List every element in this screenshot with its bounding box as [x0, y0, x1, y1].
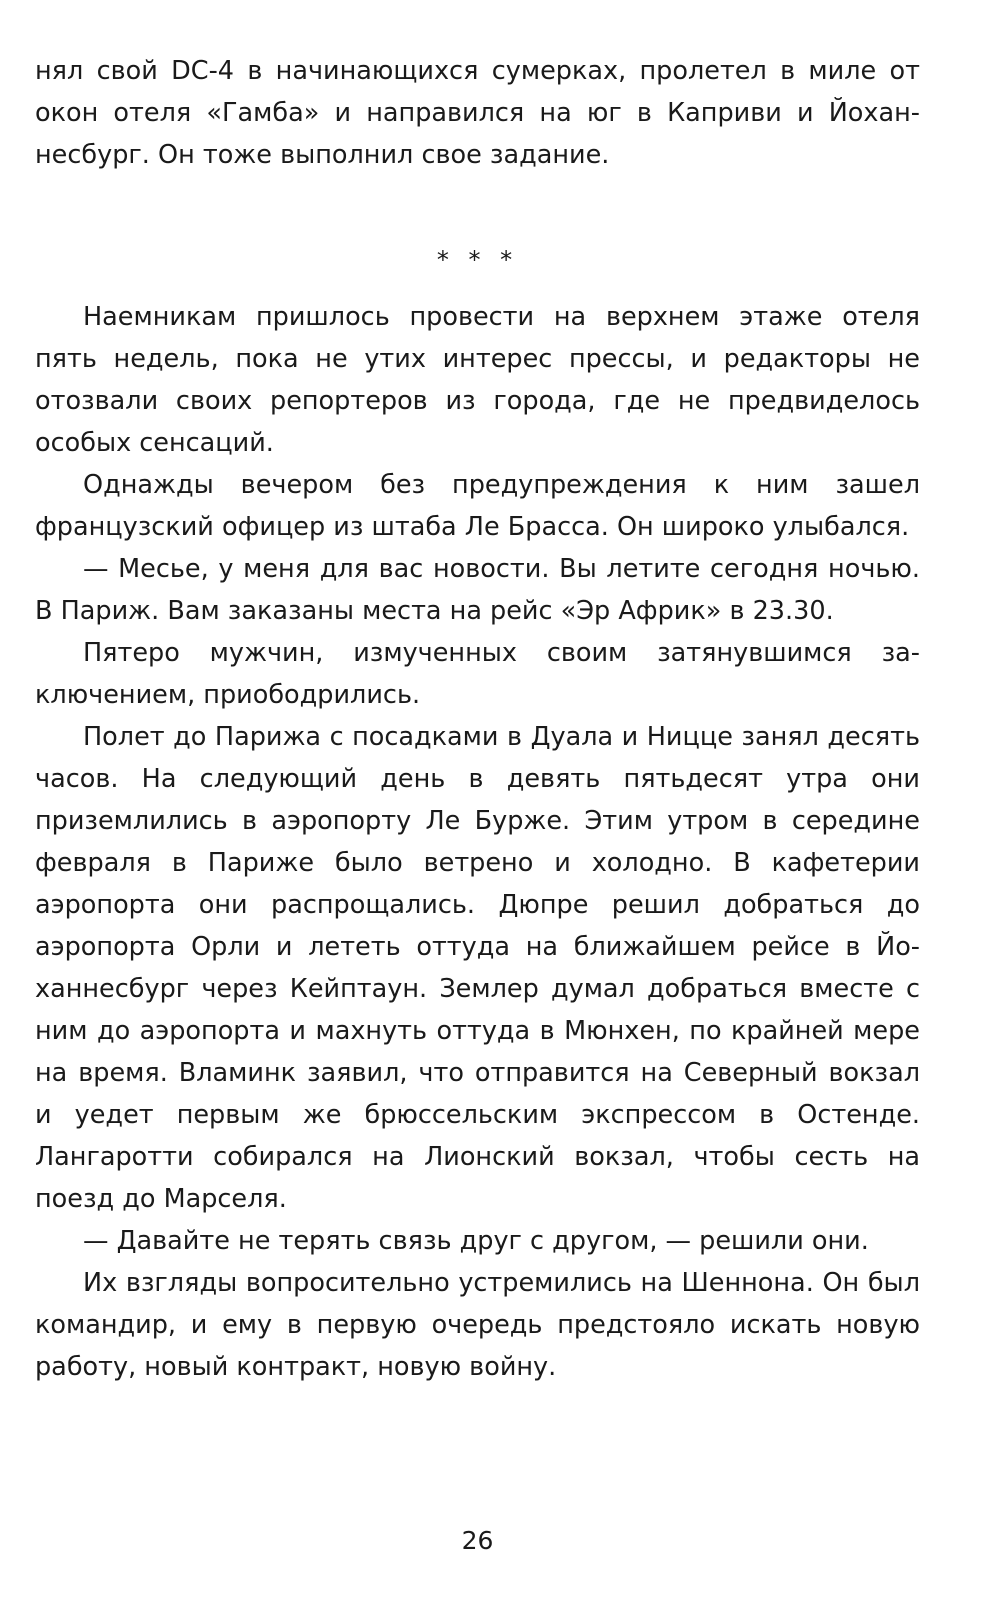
paragraph-3: — Месье, у меня для вас новости. Вы летите сегодня ночью. В Париж. Вам заказаны места на рейс «Эр Африк» в 23.30.: [35, 554, 920, 626]
paragraph-7: Их взгляды вопросительно устремились на Шеннона. Он был командир, и ему в первую очередь предстояло искать новую работу, новый контракт, новую войну.: [35, 1268, 920, 1382]
paragraph-2: Однажды вечером без предупреждения к ним зашел французский офицер из штаба Ле Брасса. Он широко улыбался.: [35, 470, 920, 542]
paragraph-4: Пятеро мужчин, измученных своим затянувшимся заключением, приободрились.: [35, 638, 920, 710]
paragraph-6: — Давайте не терять связь друг с другом, — решили они.: [83, 1226, 869, 1256]
section-separator: * * *: [436, 246, 519, 274]
continued-paragraph: нял свой DC-4 в начинающихся сумерках, пролетел в миле от окон отеля «Гамба» и направился на юг в Каприви и Йоханнесбург. Он тоже выполнил свое задание.: [35, 56, 920, 170]
paragraph-5: Полет до Парижа с посадками в Дуала и Ницце занял десять часов. На следующий день в девять пятьдесят утра они приземлились в аэропорту Ле Бурже. Этим утром в середине февраля в Париже было ветрено и холодно. В кафетерии аэропорта они распрощались. Дюпре решил добраться до аэропорта Орли и лететь оттуда на ближайшем рейсе в Йоханнесбург через Кейптаун. Землер думал добраться вместе с ним до аэропорта и махнуть оттуда в Мюнхен, по крайней мере на время. Вламинк заявил, что отправится на Северный вокзал и уедет первым же брюссельским экспрессом в Остенде. Лангаротти собирался на Лионский вокзал, чтобы сесть на поезд до Марселя.: [35, 722, 920, 1214]
page-number: 26: [461, 1526, 494, 1555]
paragraph-1: Наемникам пришлось провести на верхнем этаже отеля пять недель, пока не утих интерес прессы, и редакторы не отозвали своих репортеров из города, где не предвиделось особых сенсаций.: [35, 302, 920, 458]
page-body: [35, 50, 920, 1388]
